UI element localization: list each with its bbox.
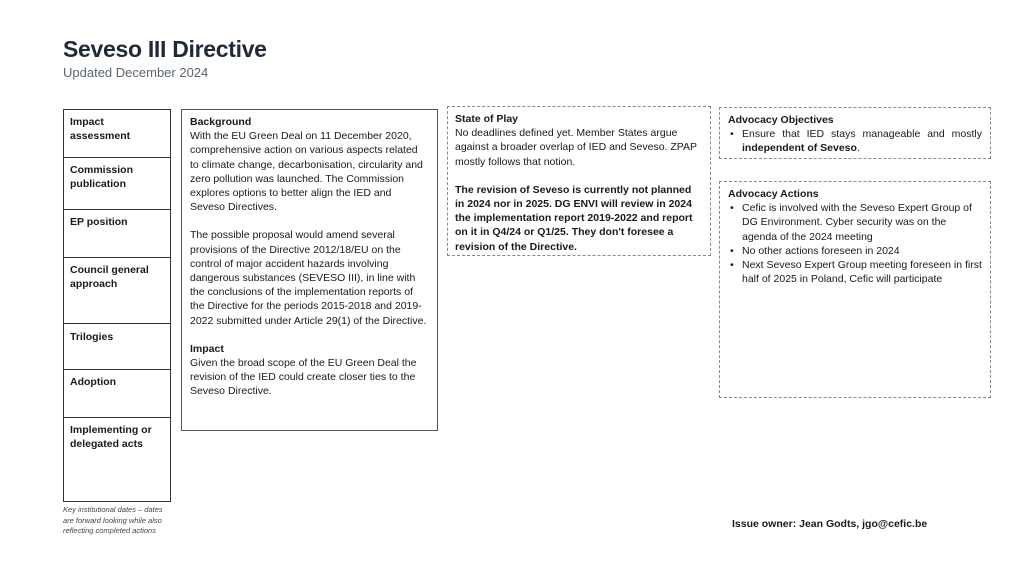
page-subtitle: Updated December 2024 bbox=[63, 65, 209, 80]
impact-heading: Impact bbox=[190, 342, 224, 355]
timeline-stage-impact-assessment: Impact assessment bbox=[64, 110, 170, 158]
timeline-footnote: Key institutional dates – dates are forward looking while also reflecting completed actions bbox=[63, 505, 163, 535]
timeline-stage-implementing-acts: Implementing or delegated acts bbox=[70, 424, 152, 450]
state-of-play-panel bbox=[447, 106, 711, 256]
timeline-table bbox=[63, 109, 171, 502]
advocacy-objective-end: . bbox=[856, 142, 860, 155]
advocacy-action-item: • Next Seveso Expert Group meeting foreseen in first half of 2025 in Poland, Cefic will participate bbox=[728, 258, 982, 286]
impact-text: Given the broad scope of the EU Green Deal the revision of the IED could create closer ties to the Seveso Directive. bbox=[190, 357, 417, 398]
state-of-play-heading: State of Play bbox=[455, 113, 519, 125]
advocacy-objective-text: Ensure that IED stays manageable and mostly bbox=[742, 128, 982, 141]
advocacy-actions-panel bbox=[719, 181, 991, 398]
advocacy-objectives-panel bbox=[719, 107, 991, 159]
background-heading: Background bbox=[190, 116, 252, 128]
background-panel bbox=[181, 109, 438, 431]
advocacy-objectives-heading: Advocacy Objectives bbox=[728, 114, 834, 126]
state-of-play-paragraph-2: The revision of Seveso is currently not planned in 2024 nor in 2025. DG ENVI will review in 2024 the implementation report 2019-2022 and report on it in Q4/24 or Q1/25. They don't foresee a revision of the Directive. bbox=[455, 183, 693, 253]
timeline-stage-council-general-approach: Council general approach bbox=[64, 258, 170, 324]
timeline-stage-adoption: Adoption bbox=[64, 370, 170, 418]
state-of-play-paragraph-1: No deadlines defined yet. Member States argue against a broader overlap of IED and Seveso. ZPAP mostly follows that notion. bbox=[455, 127, 697, 168]
background-paragraph-2: The possible proposal would amend several provisions of the Directive 2012/18/EU on the control of major accident hazards involving dangerous substances (SEVESO III), in line with the conclusions of the implementation reports of the Directive for the periods 2015-2018 and 2019-2022 submitted under Article 29(1) of the Directive. bbox=[190, 229, 427, 327]
background-paragraph-1: With the EU Green Deal on 11 December 2020, comprehensive action on various aspects related to climate change, decarbonisation, circularity and zero pollution was launched. The Commission explores options to better align the IED and Seveso Directives. bbox=[190, 130, 423, 214]
advocacy-objective-bold: independent of Seveso bbox=[742, 142, 857, 155]
advocacy-actions-heading: Advocacy Actions bbox=[728, 188, 819, 200]
advocacy-action-item: • Cefic is involved with the Seveso Expert Group of DG Environment. Cyber security was on the agenda of the 2024 meeting bbox=[728, 201, 982, 244]
timeline-stage-commission-publication: Commission publication bbox=[64, 158, 170, 210]
issue-owner: Issue owner: Jean Godts, jgo@cefic.be bbox=[732, 518, 928, 530]
timeline-stage-trilogies: Trilogies bbox=[64, 324, 170, 370]
advocacy-action-item: • No other actions foreseen in 2024 bbox=[728, 244, 982, 258]
timeline-stage-ep-position: EP position bbox=[64, 210, 170, 258]
page-title: Seveso III Directive bbox=[63, 36, 267, 62]
advocacy-objective-item bbox=[728, 127, 982, 155]
